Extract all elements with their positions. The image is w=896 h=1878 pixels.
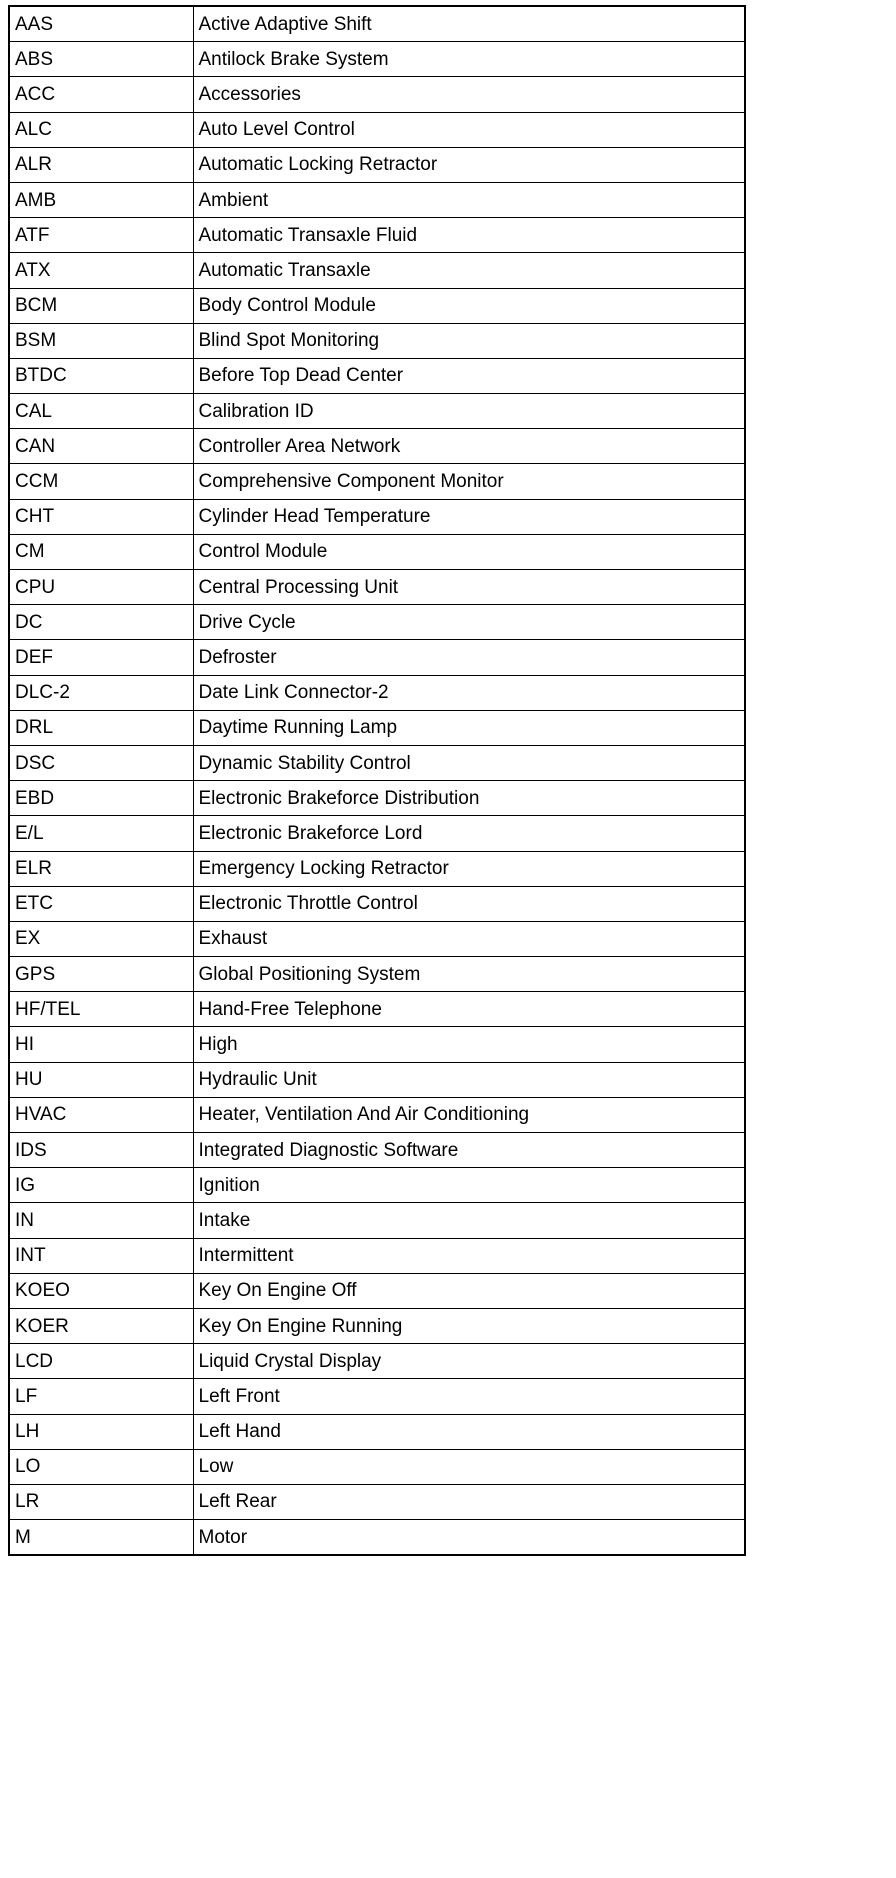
abbreviation-cell: DEF [9, 640, 193, 675]
meaning-cell: Calibration ID [193, 394, 745, 429]
table-row [9, 710, 745, 745]
abbreviation-cell: ALC [9, 112, 193, 147]
meaning-cell: Key On Engine Running [193, 1308, 745, 1343]
table-row [9, 745, 745, 780]
table-row [9, 1097, 745, 1132]
meaning-cell: Intermittent [193, 1238, 745, 1273]
abbreviation-cell: CAL [9, 394, 193, 429]
table-row [9, 1379, 745, 1414]
abbreviation-cell: EX [9, 921, 193, 956]
abbreviation-cell: ELR [9, 851, 193, 886]
meaning-cell: Active Adaptive Shift [193, 6, 745, 42]
meaning-cell: High [193, 1027, 745, 1062]
meaning-cell: Motor [193, 1520, 745, 1556]
meaning-cell: Controller Area Network [193, 429, 745, 464]
meaning-cell: Ignition [193, 1168, 745, 1203]
table-row [9, 1203, 745, 1238]
meaning-cell: Defroster [193, 640, 745, 675]
abbreviation-cell: ABS [9, 42, 193, 77]
abbreviation-cell: CCM [9, 464, 193, 499]
table-row [9, 1027, 745, 1062]
meaning-cell: Electronic Throttle Control [193, 886, 745, 921]
meaning-cell: Integrated Diagnostic Software [193, 1133, 745, 1168]
abbreviation-cell: ATX [9, 253, 193, 288]
meaning-cell: Left Front [193, 1379, 745, 1414]
abbreviation-cell: IN [9, 1203, 193, 1238]
table-row [9, 1238, 745, 1273]
table-row [9, 640, 745, 675]
table-row [9, 605, 745, 640]
abbreviation-cell: CAN [9, 429, 193, 464]
table-row [9, 182, 745, 217]
table-row [9, 534, 745, 569]
meaning-cell: Drive Cycle [193, 605, 745, 640]
table-row [9, 499, 745, 534]
meaning-cell: Automatic Transaxle Fluid [193, 218, 745, 253]
abbreviation-cell: HF/TEL [9, 992, 193, 1027]
abbreviation-table-body [9, 6, 745, 1555]
table-row [9, 1449, 745, 1484]
meaning-cell: Heater, Ventilation And Air Conditioning [193, 1097, 745, 1132]
table-row [9, 1484, 745, 1519]
table-row [9, 1168, 745, 1203]
abbreviation-cell: DSC [9, 745, 193, 780]
table-row [9, 570, 745, 605]
abbreviation-table [8, 5, 746, 1556]
meaning-cell: Exhaust [193, 921, 745, 956]
abbreviation-cell: BSM [9, 323, 193, 358]
table-row [9, 1133, 745, 1168]
table-row [9, 1520, 745, 1556]
table-row [9, 957, 745, 992]
abbreviation-cell: KOEO [9, 1273, 193, 1308]
abbreviation-cell: ACC [9, 77, 193, 112]
table-row [9, 42, 745, 77]
table-row [9, 394, 745, 429]
table-row [9, 992, 745, 1027]
abbreviation-cell: LO [9, 1449, 193, 1484]
abbreviation-cell: ETC [9, 886, 193, 921]
table-row [9, 323, 745, 358]
abbreviation-cell: LCD [9, 1344, 193, 1379]
abbreviation-cell: M [9, 1520, 193, 1556]
abbreviation-cell: IG [9, 1168, 193, 1203]
meaning-cell: Central Processing Unit [193, 570, 745, 605]
meaning-cell: Liquid Crystal Display [193, 1344, 745, 1379]
abbreviation-cell: DLC-2 [9, 675, 193, 710]
abbreviation-cell: HI [9, 1027, 193, 1062]
meaning-cell: Automatic Transaxle [193, 253, 745, 288]
meaning-cell: Hand-Free Telephone [193, 992, 745, 1027]
abbreviation-cell: LH [9, 1414, 193, 1449]
abbreviation-cell: ALR [9, 147, 193, 182]
table-row [9, 781, 745, 816]
meaning-cell: Hydraulic Unit [193, 1062, 745, 1097]
meaning-cell: Control Module [193, 534, 745, 569]
abbreviation-cell: DRL [9, 710, 193, 745]
table-row [9, 816, 745, 851]
table-row [9, 288, 745, 323]
table-row [9, 1062, 745, 1097]
table-row [9, 429, 745, 464]
meaning-cell: Date Link Connector-2 [193, 675, 745, 710]
abbreviation-cell: INT [9, 1238, 193, 1273]
meaning-cell: Before Top Dead Center [193, 358, 745, 393]
meaning-cell: Left Rear [193, 1484, 745, 1519]
table-row [9, 218, 745, 253]
meaning-cell: Auto Level Control [193, 112, 745, 147]
meaning-cell: Body Control Module [193, 288, 745, 323]
table-row [9, 6, 745, 42]
meaning-cell: Ambient [193, 182, 745, 217]
meaning-cell: Blind Spot Monitoring [193, 323, 745, 358]
table-row [9, 464, 745, 499]
table-row [9, 921, 745, 956]
meaning-cell: Left Hand [193, 1414, 745, 1449]
meaning-cell: Antilock Brake System [193, 42, 745, 77]
meaning-cell: Electronic Brakeforce Distribution [193, 781, 745, 816]
abbreviation-cell: ATF [9, 218, 193, 253]
table-row [9, 358, 745, 393]
abbreviation-cell: AAS [9, 6, 193, 42]
table-row [9, 886, 745, 921]
abbreviation-cell: IDS [9, 1133, 193, 1168]
meaning-cell: Cylinder Head Temperature [193, 499, 745, 534]
abbreviation-cell: EBD [9, 781, 193, 816]
table-row [9, 1344, 745, 1379]
abbreviation-cell: AMB [9, 182, 193, 217]
abbreviation-cell: BTDC [9, 358, 193, 393]
meaning-cell: Global Positioning System [193, 957, 745, 992]
abbreviation-cell: BCM [9, 288, 193, 323]
abbreviation-cell: HVAC [9, 1097, 193, 1132]
abbreviation-cell: LR [9, 1484, 193, 1519]
meaning-cell: Key On Engine Off [193, 1273, 745, 1308]
table-row [9, 675, 745, 710]
abbreviation-cell: E/L [9, 816, 193, 851]
table-row [9, 1414, 745, 1449]
table-row [9, 1308, 745, 1343]
meaning-cell: Low [193, 1449, 745, 1484]
meaning-cell: Comprehensive Component Monitor [193, 464, 745, 499]
meaning-cell: Accessories [193, 77, 745, 112]
meaning-cell: Emergency Locking Retractor [193, 851, 745, 886]
table-row [9, 77, 745, 112]
meaning-cell: Dynamic Stability Control [193, 745, 745, 780]
meaning-cell: Electronic Brakeforce Lord [193, 816, 745, 851]
meaning-cell: Daytime Running Lamp [193, 710, 745, 745]
table-row [9, 851, 745, 886]
meaning-cell: Automatic Locking Retractor [193, 147, 745, 182]
table-row [9, 112, 745, 147]
table-row [9, 1273, 745, 1308]
abbreviation-cell: KOER [9, 1308, 193, 1343]
abbreviation-cell: HU [9, 1062, 193, 1097]
abbreviation-cell: CHT [9, 499, 193, 534]
table-row [9, 147, 745, 182]
abbreviation-cell: GPS [9, 957, 193, 992]
table-row [9, 253, 745, 288]
abbreviation-cell: CPU [9, 570, 193, 605]
meaning-cell: Intake [193, 1203, 745, 1238]
abbreviation-cell: LF [9, 1379, 193, 1414]
abbreviation-cell: CM [9, 534, 193, 569]
abbreviation-cell: DC [9, 605, 193, 640]
